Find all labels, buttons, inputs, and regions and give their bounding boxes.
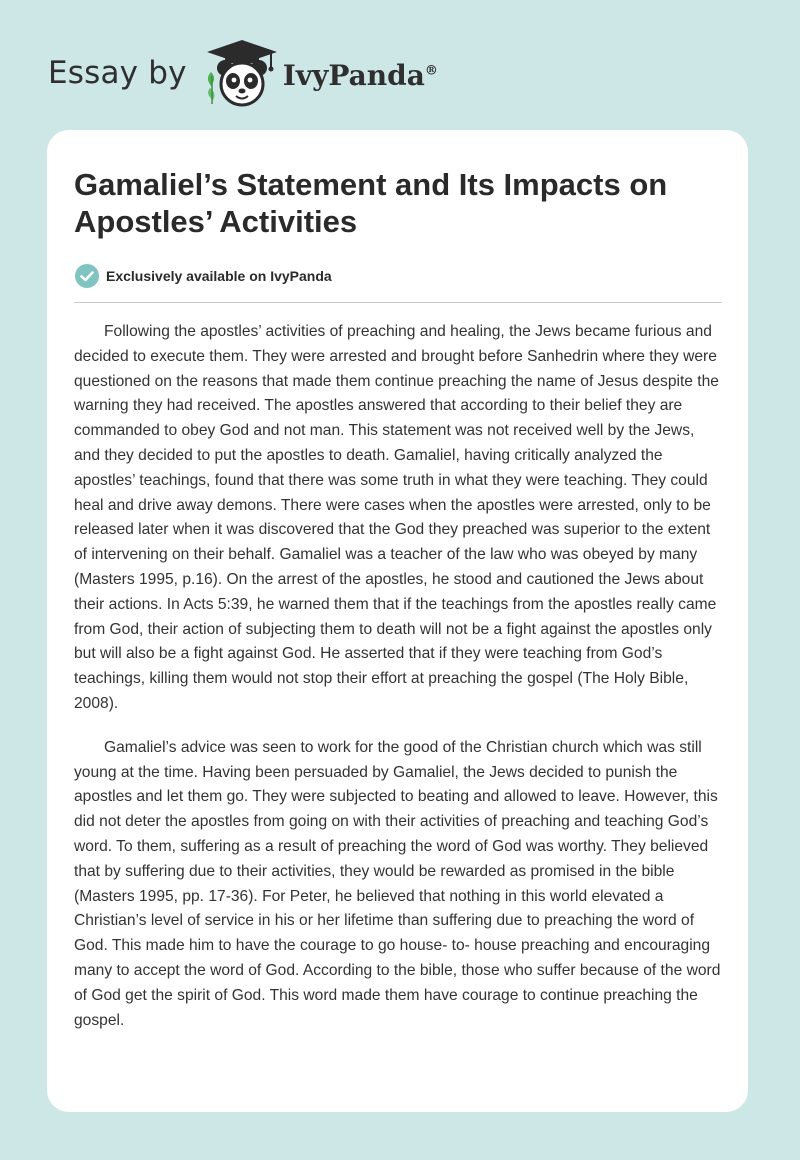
divider [74, 302, 722, 303]
essay-body [74, 320, 724, 1052]
panda-graduate-icon [203, 38, 281, 108]
brand-prefix: Essay by [48, 55, 187, 91]
paragraph: Gamaliel’s advice was seen to work for the good of the Christian church which was still young at the time. Having been persuaded by Gamaliel, the Jews decided to punish the apostles and let them go. They were subjected to beating and allowed to leave. However, this did not deter the apostles from going on with their activities of preaching and teaching God’s word. To them, suffering as a result of preaching the word of God was worthy. They believed that by suffering due to their activities, they would be rewarded as promised in the bible (Masters 1995, pp. 17-36). For Peter, he believed that nothing in this world elevated a Christian’s level of service in his or her lifetime than suffering due to preaching the word of God. This made him to have the courage to go house- to- house preaching and encouraging many to accept the word of God. According to the bible, those who suffer because of the word of God get the spirit of God. This word made them have courage to continue preaching the gospel. [74, 738, 721, 1029]
essay-card [47, 130, 748, 1112]
check-circle-icon [74, 263, 100, 289]
brand-name: IvyPanda® [282, 58, 438, 92]
registered-mark: ® [424, 63, 438, 79]
exclusive-badge [74, 263, 332, 289]
exclusive-badge-label: Exclusively available on IvyPanda [106, 268, 332, 284]
paragraph: Following the apostles’ activities of preaching and healing, the Jews became furious and decided to execute them. They were arrested and brought before Sanhedrin where they were questioned on the reasons that made them continue preaching the name of Jesus despite the warning they had received. The apostles answered that according to their belief they are commanded to obey God and not man. This statement was not received well by the Jews, and they decided to put the apostles to death. Gamaliel, having critically analyzed the apostles’ teachings, found that there was some truth in what they were teaching. They could heal and drive away demons. There were cases when the apostles were arrested, only to be released later when it was discovered that the God they preached was superior to the extent of intervening on their behalf. Gamaliel was a teacher of the law who was obeyed by many (Masters 1995, p.16). On the arrest of the apostles, he stood and cautioned the Jews about their actions. In Acts 5:39, he warned them that if the teachings from the apostles really came from God, their action of subjecting them to death will not be a fight against the apostles only but will also be a fight against God. He asserted that if they were teaching from God’s teachings, killing them would not stop their effort at preaching the gospel (The Holy Bible, 2008). [74, 323, 719, 712]
brand-logo-link[interactable] [48, 38, 438, 108]
essay-title: Gamaliel’s Statement and Its Impacts on Apostles’ Activities [74, 167, 668, 239]
